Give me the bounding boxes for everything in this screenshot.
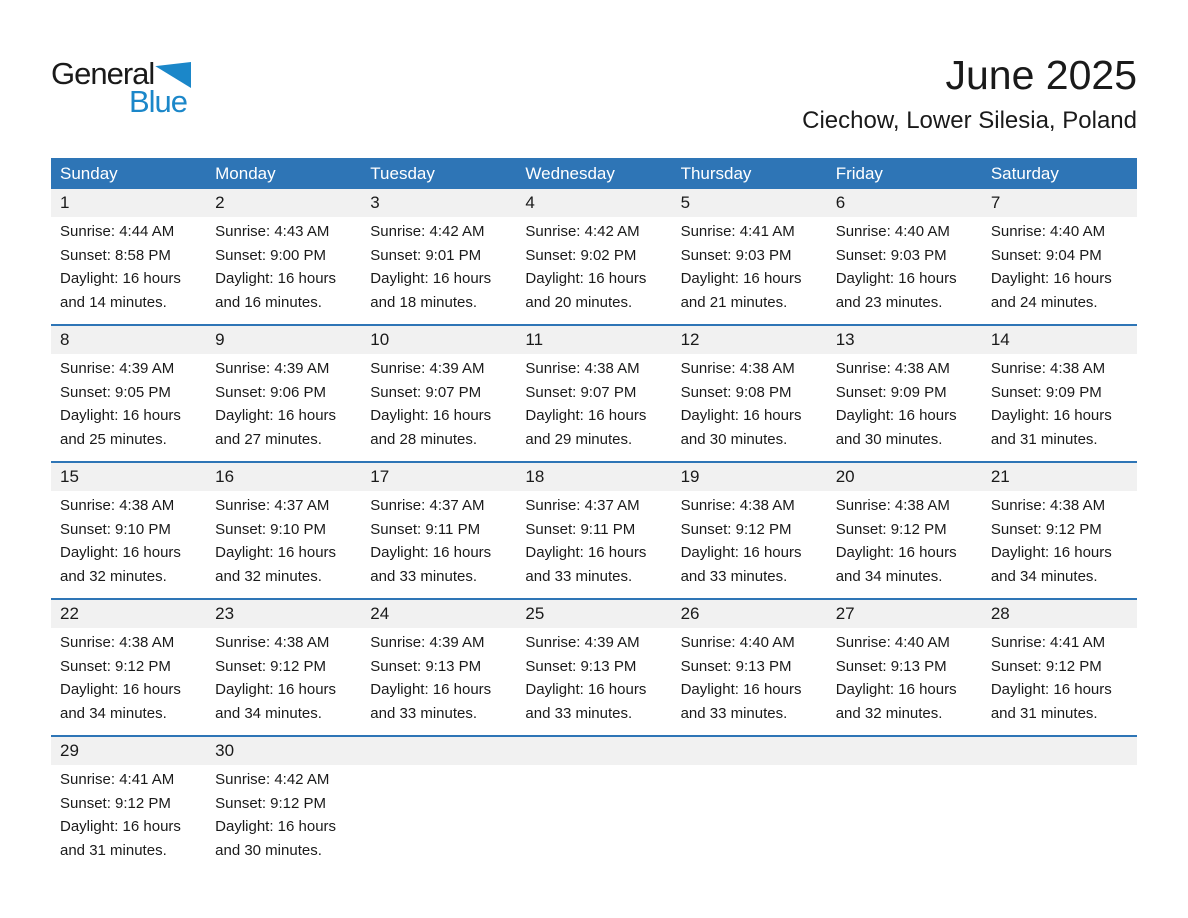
day-details	[51, 765, 206, 872]
sunset-text: Sunset: 9:12 PM	[835, 520, 947, 538]
weekday-header-row	[51, 158, 1137, 189]
day-details	[827, 628, 982, 735]
day-details	[206, 765, 361, 872]
sunrise-text: Sunrise: 4:41 AM	[990, 634, 1106, 651]
day-number: 7	[982, 189, 1137, 217]
day-number	[361, 737, 516, 765]
day-number: 29	[51, 737, 206, 765]
day-cell	[982, 189, 1137, 324]
day-cell	[51, 463, 206, 598]
day-cell	[827, 600, 982, 735]
daylight-text-line1: Daylight: 16 hours	[525, 681, 647, 698]
sunrise-text: Sunrise: 4:44 AM	[60, 223, 175, 240]
day-number: 30	[206, 737, 361, 765]
day-number: 11	[516, 326, 671, 354]
day-number	[827, 737, 982, 765]
sunrise-text: Sunrise: 4:41 AM	[680, 223, 795, 240]
week-row	[51, 461, 1137, 598]
calendar-weeks	[51, 189, 1137, 872]
day-details	[361, 765, 516, 869]
day-number: 15	[51, 463, 206, 491]
day-cell	[361, 463, 516, 598]
daylight-text-line1: Daylight: 16 hours	[990, 270, 1112, 287]
day-details	[827, 765, 982, 869]
week-row	[51, 189, 1137, 324]
sunset-text: Sunset: 9:10 PM	[215, 520, 327, 538]
day-cell	[516, 600, 671, 735]
day-details	[51, 628, 206, 735]
day-number: 13	[827, 326, 982, 354]
sunrise-text: Sunrise: 4:37 AM	[525, 497, 640, 514]
day-number: 17	[361, 463, 516, 491]
daylight-text-line2: and 31 minutes.	[990, 704, 1098, 722]
day-details	[982, 628, 1137, 735]
day-details	[51, 491, 206, 598]
daylight-text-line1: Daylight: 16 hours	[215, 818, 337, 835]
daylight-text-line2: and 16 minutes.	[215, 293, 322, 311]
sunset-text: Sunset: 9:09 PM	[835, 383, 947, 401]
sunset-text: Sunset: 9:08 PM	[680, 383, 792, 401]
daylight-text-line1: Daylight: 16 hours	[680, 544, 802, 561]
day-number: 27	[827, 600, 982, 628]
daylight-text-line2: and 33 minutes.	[525, 704, 633, 722]
daylight-text-line2: and 33 minutes.	[525, 567, 633, 585]
daylight-text-line2: and 20 minutes.	[525, 293, 633, 311]
daylight-text-line2: and 34 minutes.	[215, 704, 322, 722]
sunrise-text: Sunrise: 4:38 AM	[680, 360, 795, 377]
day-cell	[51, 600, 206, 735]
daylight-text-line1: Daylight: 16 hours	[990, 544, 1112, 561]
day-details	[827, 354, 982, 461]
day-details	[516, 217, 671, 324]
daylight-text-line2: and 34 minutes.	[990, 567, 1098, 585]
general-blue-logo	[51, 58, 191, 117]
sunrise-text: Sunrise: 4:39 AM	[525, 634, 640, 651]
daylight-text-line2: and 31 minutes.	[990, 430, 1098, 448]
day-number: 9	[206, 326, 361, 354]
day-cell	[982, 326, 1137, 461]
daylight-text-line2: and 33 minutes.	[370, 567, 478, 585]
day-number	[982, 737, 1137, 765]
daylight-text-line1: Daylight: 16 hours	[370, 407, 492, 424]
day-cell	[361, 189, 516, 324]
day-details	[672, 217, 827, 324]
day-cell	[206, 600, 361, 735]
sunset-text: Sunset: 9:05 PM	[60, 383, 171, 401]
document-header	[51, 0, 1137, 158]
sunset-text: Sunset: 9:13 PM	[370, 657, 482, 675]
day-details	[672, 354, 827, 461]
daylight-text-line2: and 27 minutes.	[215, 430, 322, 448]
sunrise-text: Sunrise: 4:38 AM	[215, 634, 330, 651]
sunset-text: Sunset: 9:06 PM	[215, 383, 327, 401]
day-cell	[672, 600, 827, 735]
sunset-text: Sunset: 9:10 PM	[60, 520, 171, 538]
daylight-text-line1: Daylight: 16 hours	[215, 270, 337, 287]
sunrise-text: Sunrise: 4:40 AM	[835, 223, 950, 240]
week-row	[51, 735, 1137, 872]
daylight-text-line1: Daylight: 16 hours	[835, 407, 957, 424]
empty-day-cell	[982, 737, 1137, 872]
daylight-text-line1: Daylight: 16 hours	[680, 681, 802, 698]
day-number: 1	[51, 189, 206, 217]
daylight-text-line2: and 23 minutes.	[835, 293, 943, 311]
daylight-text-line1: Daylight: 16 hours	[990, 681, 1112, 698]
day-cell	[672, 326, 827, 461]
day-cell	[51, 737, 206, 872]
daylight-text-line2: and 30 minutes.	[835, 430, 943, 448]
daylight-text-line2: and 25 minutes.	[60, 430, 167, 448]
sunset-text: Sunset: 9:12 PM	[680, 520, 792, 538]
day-details	[516, 765, 671, 869]
day-number: 24	[361, 600, 516, 628]
daylight-text-line2: and 14 minutes.	[60, 293, 167, 311]
day-details	[206, 217, 361, 324]
sunrise-text: Sunrise: 4:40 AM	[680, 634, 795, 651]
day-cell	[206, 737, 361, 872]
day-number	[672, 737, 827, 765]
day-cell	[51, 189, 206, 324]
day-number: 20	[827, 463, 982, 491]
sunset-text: Sunset: 9:07 PM	[370, 383, 482, 401]
empty-day-cell	[516, 737, 671, 872]
day-cell	[982, 463, 1137, 598]
empty-day-cell	[672, 737, 827, 872]
daylight-text-line1: Daylight: 16 hours	[680, 270, 802, 287]
sunset-text: Sunset: 9:13 PM	[525, 657, 637, 675]
daylight-text-line2: and 31 minutes.	[60, 841, 167, 859]
weekday-header-cell: Saturday	[990, 163, 1059, 183]
daylight-text-line2: and 33 minutes.	[680, 567, 788, 585]
sunset-text: Sunset: 9:12 PM	[60, 657, 171, 675]
daylight-text-line1: Daylight: 16 hours	[370, 681, 492, 698]
day-details	[982, 354, 1137, 461]
day-details	[206, 354, 361, 461]
location-subtitle: Ciechow, Lower Silesia, Poland	[802, 107, 1137, 135]
sunrise-text: Sunrise: 4:38 AM	[60, 497, 175, 514]
day-details	[206, 628, 361, 735]
sunrise-text: Sunrise: 4:38 AM	[835, 360, 950, 377]
empty-day-cell	[827, 737, 982, 872]
daylight-text-line2: and 28 minutes.	[370, 430, 478, 448]
day-cell	[827, 326, 982, 461]
day-cell	[827, 189, 982, 324]
sunrise-text: Sunrise: 4:42 AM	[370, 223, 485, 240]
daylight-text-line1: Daylight: 16 hours	[835, 270, 957, 287]
sunset-text: Sunset: 9:12 PM	[215, 794, 327, 812]
sunset-text: Sunset: 9:13 PM	[680, 657, 792, 675]
daylight-text-line1: Daylight: 16 hours	[60, 681, 181, 698]
day-details	[51, 354, 206, 461]
day-details	[516, 354, 671, 461]
sunset-text: Sunset: 9:09 PM	[990, 383, 1102, 401]
daylight-text-line1: Daylight: 16 hours	[60, 270, 181, 287]
daylight-text-line1: Daylight: 16 hours	[215, 544, 337, 561]
sunset-text: Sunset: 9:01 PM	[370, 246, 482, 264]
day-cell	[206, 463, 361, 598]
daylight-text-line2: and 34 minutes.	[835, 567, 943, 585]
sunset-text: Sunset: 9:12 PM	[990, 520, 1102, 538]
daylight-text-line1: Daylight: 16 hours	[215, 407, 337, 424]
sunrise-text: Sunrise: 4:38 AM	[835, 497, 950, 514]
day-details	[827, 491, 982, 598]
weekday-header-cell: Sunday	[60, 163, 118, 183]
daylight-text-line2: and 29 minutes.	[525, 430, 633, 448]
weekday-header-cell: Friday	[835, 163, 883, 183]
day-details	[982, 491, 1137, 598]
sunrise-text: Sunrise: 4:38 AM	[525, 360, 640, 377]
daylight-text-line1: Daylight: 16 hours	[680, 407, 802, 424]
day-number: 25	[516, 600, 671, 628]
sunrise-text: Sunrise: 4:38 AM	[60, 634, 175, 651]
weekday-header-cell: Wednesday	[525, 163, 615, 183]
sunset-text: Sunset: 9:07 PM	[525, 383, 637, 401]
day-number: 14	[982, 326, 1137, 354]
daylight-text-line2: and 30 minutes.	[215, 841, 322, 859]
day-cell	[51, 326, 206, 461]
day-details	[672, 628, 827, 735]
daylight-text-line1: Daylight: 16 hours	[215, 681, 337, 698]
daylight-text-line1: Daylight: 16 hours	[525, 544, 647, 561]
week-row	[51, 598, 1137, 735]
day-cell	[516, 189, 671, 324]
day-details	[361, 354, 516, 461]
sunset-text: Sunset: 9:03 PM	[680, 246, 792, 264]
sunrise-text: Sunrise: 4:37 AM	[370, 497, 485, 514]
sunrise-text: Sunrise: 4:39 AM	[370, 360, 485, 377]
sunset-text: Sunset: 9:12 PM	[60, 794, 171, 812]
daylight-text-line2: and 21 minutes.	[680, 293, 788, 311]
daylight-text-line2: and 32 minutes.	[60, 567, 167, 585]
weekday-header-cell: Thursday	[680, 163, 752, 183]
day-number: 23	[206, 600, 361, 628]
sunrise-text: Sunrise: 4:40 AM	[835, 634, 950, 651]
day-number: 8	[51, 326, 206, 354]
day-number: 4	[516, 189, 671, 217]
sunset-text: Sunset: 9:12 PM	[215, 657, 327, 675]
day-details	[361, 628, 516, 735]
sunset-text: Sunset: 9:03 PM	[835, 246, 947, 264]
day-cell	[361, 600, 516, 735]
daylight-text-line1: Daylight: 16 hours	[60, 544, 181, 561]
day-details	[827, 217, 982, 324]
day-number: 10	[361, 326, 516, 354]
day-cell	[361, 326, 516, 461]
sunset-text: Sunset: 9:00 PM	[215, 246, 327, 264]
sunset-text: Sunset: 9:11 PM	[370, 520, 481, 538]
day-details	[51, 217, 206, 324]
sunrise-text: Sunrise: 4:39 AM	[370, 634, 485, 651]
day-number: 28	[982, 600, 1137, 628]
day-number: 19	[672, 463, 827, 491]
sunrise-text: Sunrise: 4:39 AM	[60, 360, 175, 377]
day-cell	[206, 189, 361, 324]
day-cell	[982, 600, 1137, 735]
daylight-text-line1: Daylight: 16 hours	[370, 544, 492, 561]
sunrise-text: Sunrise: 4:42 AM	[525, 223, 640, 240]
day-number: 2	[206, 189, 361, 217]
day-details	[672, 491, 827, 598]
day-number: 26	[672, 600, 827, 628]
daylight-text-line1: Daylight: 16 hours	[990, 407, 1112, 424]
weekday-header-cell: Monday	[215, 163, 276, 183]
day-details	[206, 491, 361, 598]
day-number: 22	[51, 600, 206, 628]
calendar-table	[51, 158, 1137, 872]
sunrise-text: Sunrise: 4:39 AM	[215, 360, 330, 377]
sunrise-text: Sunrise: 4:38 AM	[990, 497, 1106, 514]
day-number: 16	[206, 463, 361, 491]
daylight-text-line2: and 18 minutes.	[370, 293, 478, 311]
logo-blue-text: Blue	[128, 84, 187, 119]
weekday-header-cell: Tuesday	[370, 163, 435, 183]
sunset-text: Sunset: 8:58 PM	[60, 246, 171, 264]
month-title: June 2025	[945, 52, 1137, 98]
daylight-text-line1: Daylight: 16 hours	[835, 544, 957, 561]
sunset-text: Sunset: 9:12 PM	[990, 657, 1102, 675]
day-number: 3	[361, 189, 516, 217]
day-cell	[516, 463, 671, 598]
day-number: 5	[672, 189, 827, 217]
daylight-text-line2: and 32 minutes.	[835, 704, 943, 722]
daylight-text-line1: Daylight: 16 hours	[835, 681, 957, 698]
day-number: 18	[516, 463, 671, 491]
sunset-text: Sunset: 9:13 PM	[835, 657, 947, 675]
daylight-text-line2: and 30 minutes.	[680, 430, 788, 448]
daylight-text-line2: and 34 minutes.	[60, 704, 167, 722]
sunrise-text: Sunrise: 4:43 AM	[215, 223, 330, 240]
sunrise-text: Sunrise: 4:40 AM	[990, 223, 1106, 240]
empty-day-cell	[361, 737, 516, 872]
sunrise-text: Sunrise: 4:37 AM	[215, 497, 330, 514]
day-number: 6	[827, 189, 982, 217]
day-details	[982, 765, 1137, 869]
day-cell	[206, 326, 361, 461]
sunset-text: Sunset: 9:04 PM	[990, 246, 1102, 264]
day-cell	[827, 463, 982, 598]
day-details	[982, 217, 1137, 324]
sunset-text: Sunset: 9:11 PM	[525, 520, 636, 538]
day-details	[516, 491, 671, 598]
day-details	[516, 628, 671, 735]
daylight-text-line2: and 32 minutes.	[215, 567, 322, 585]
logo-general-text: General	[51, 56, 155, 91]
sunrise-text: Sunrise: 4:42 AM	[215, 771, 330, 788]
day-details	[361, 217, 516, 324]
day-details	[361, 491, 516, 598]
day-cell	[672, 463, 827, 598]
daylight-text-line2: and 33 minutes.	[680, 704, 788, 722]
daylight-text-line1: Daylight: 16 hours	[60, 818, 181, 835]
day-details	[672, 765, 827, 869]
day-number: 12	[672, 326, 827, 354]
daylight-text-line2: and 24 minutes.	[990, 293, 1098, 311]
week-row	[51, 324, 1137, 461]
daylight-text-line1: Daylight: 16 hours	[370, 270, 492, 287]
sunset-text: Sunset: 9:02 PM	[525, 246, 637, 264]
title-block	[802, 52, 1137, 135]
daylight-text-line2: and 33 minutes.	[370, 704, 478, 722]
sunrise-text: Sunrise: 4:38 AM	[990, 360, 1106, 377]
day-cell	[672, 189, 827, 324]
daylight-text-line1: Daylight: 16 hours	[60, 407, 181, 424]
daylight-text-line1: Daylight: 16 hours	[525, 270, 647, 287]
day-number: 21	[982, 463, 1137, 491]
sunrise-text: Sunrise: 4:41 AM	[60, 771, 175, 788]
sunrise-text: Sunrise: 4:38 AM	[680, 497, 795, 514]
daylight-text-line1: Daylight: 16 hours	[525, 407, 647, 424]
day-cell	[516, 326, 671, 461]
day-number	[516, 737, 671, 765]
